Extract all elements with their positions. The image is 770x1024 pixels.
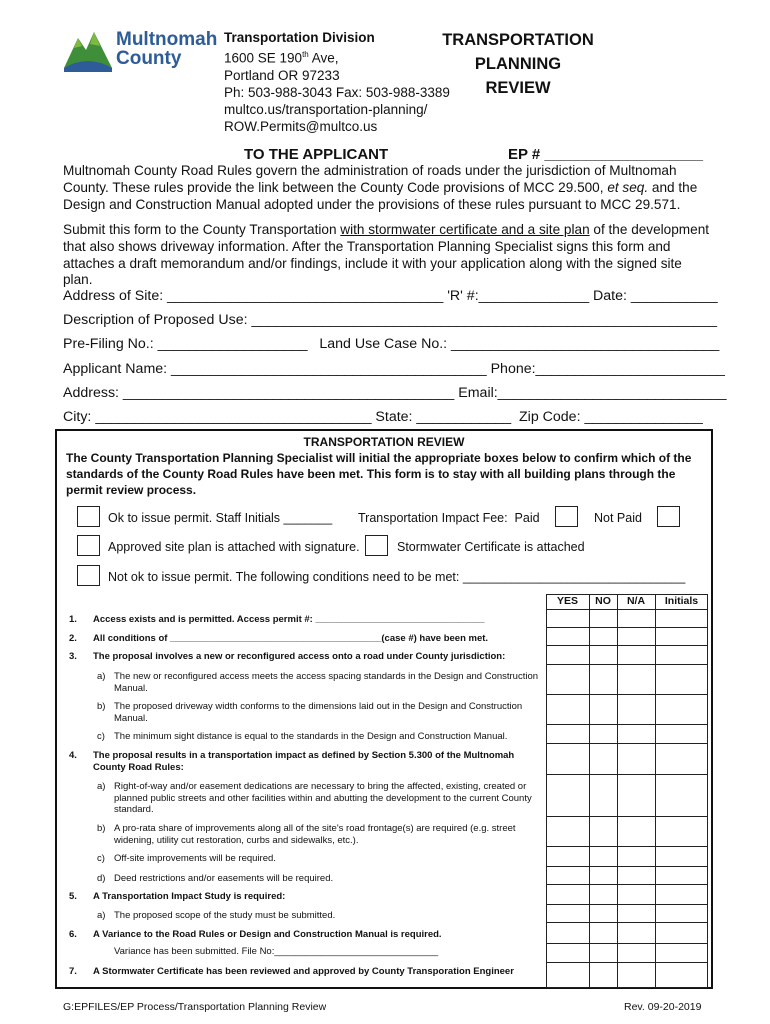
item-num: 2. [69, 633, 77, 644]
review-title: TRANSPORTATION REVIEW [303, 435, 465, 449]
proposed-use-field[interactable]: Description of Proposed Use: ___________________________________________________________ [63, 312, 718, 328]
mountain-logo-icon [62, 24, 114, 74]
grid-hline [546, 743, 708, 744]
item-text: Access exists and is permitted. Access permit #: ________________________________ [93, 614, 485, 625]
p2-b: of the development that also shows driveway information. After the Transportation Planning Specialist signs this form and attaches a draft memorandum and/or findings, include it with your application along with the signed site plan. [63, 222, 710, 288]
grid-vline [589, 594, 590, 988]
fee-not-paid-checkbox[interactable] [657, 506, 680, 527]
item-text: A Variance to the Road Rules or Design and Construction Manual is required. [93, 929, 442, 940]
item-num: 1. [69, 614, 77, 625]
logo-text-line1: Multnomah [116, 29, 218, 50]
p1-b: and the Design and Construction Manual adopted under the provisions of these rules pursuant to MCC 29.571. [63, 179, 698, 212]
sub-text: The minimum sight distance is equal to the standards in the Design and Construction Manual. [114, 731, 508, 742]
division-address [224, 29, 450, 135]
col-initials: Initials [664, 595, 699, 607]
phone-fax: Ph: 503-988-3043 Fax: 503-988-3389 [224, 84, 450, 100]
grid-hline [546, 962, 708, 963]
division-name: Transportation Division [224, 30, 375, 45]
grid-hline [546, 943, 708, 944]
street-b: Ave, [308, 50, 339, 66]
sub-letter: a) [97, 781, 106, 792]
site-plan-label: Approved site plan is attached with signature. [108, 540, 360, 554]
review-grid [546, 594, 708, 988]
item-text: The proposal results in a transportation impact as defined by Section 5.300 of the Multnomah County Road Rules: [93, 750, 515, 773]
site-plan-checkbox[interactable] [77, 535, 100, 556]
intro-paragraph-2 [63, 222, 711, 289]
not-ok-label: Not ok to issue permit. The following conditions need to be met: ________________________________ [108, 570, 686, 584]
intro-paragraph-1 [63, 163, 711, 213]
title-line1: TRANSPORTATION [442, 31, 594, 49]
stormwater-label: Stormwater Certificate is attached [397, 540, 585, 554]
sub-text: A pro-rata share of improvements along all of the site's road frontage(s) are required (e.g. street widening, utility cut restoration, curbs and sidewalks, etc.). [114, 823, 516, 846]
grid-hline [546, 816, 708, 817]
grid-hline [546, 987, 708, 988]
item-num: 3. [69, 651, 77, 662]
grid-vline [707, 594, 708, 988]
grid-hline [546, 664, 708, 665]
title-line3: REVIEW [485, 79, 551, 97]
sub-text: The proposed scope of the study must be submitted. [114, 910, 336, 921]
grid-hline [546, 645, 708, 646]
sub-letter: a) [97, 910, 106, 921]
street-sup: th [302, 50, 309, 59]
street-address [224, 46, 450, 67]
review-instructions: The County Transportation Planning Specialist will initial the appropriate boxes below to confirm which of the standards of the County Road Rules have been met. This form is to stay with all building plans through the permit review process. [66, 451, 692, 497]
p2-a: Submit this form to the County Transportation [63, 222, 341, 237]
site-address-field[interactable]: Address of Site: ___________________________________ 'R' #:______________ Date: ___________ [63, 288, 718, 304]
stormwater-checkbox[interactable] [365, 535, 388, 556]
address-email-field[interactable]: Address: __________________________________________ Email:_____________________________ [63, 385, 727, 401]
grid-hline [546, 884, 708, 885]
grid-hline [546, 774, 708, 775]
col-yes: YES [556, 595, 578, 607]
grid-hline [546, 866, 708, 867]
grid-hline [546, 694, 708, 695]
prefiling-landuse-field[interactable]: Pre-Filing No.: ___________________ Land Use Case No.: __________________________________ [63, 336, 720, 352]
p2-underlined: with stormwater certificate and a site plan [340, 222, 590, 237]
city-state-zip-field[interactable]: City: ___________________________________ State: ____________ Zip Code: _______________ [63, 409, 703, 425]
footer-file-path: G:EPFILES/EP Process/Transportation Planning Review [63, 1001, 327, 1013]
logo-wordmark [116, 30, 217, 68]
item-text: All conditions of ________________________________________(case #) have been met. [93, 633, 489, 644]
item-num: 7. [69, 966, 77, 977]
ok-to-issue-checkbox[interactable] [77, 506, 100, 527]
sub-text: Variance has been submitted. File No:_______________________________ [114, 946, 439, 957]
ep-number-field[interactable]: EP # ___________________ [508, 146, 703, 163]
grid-vline [655, 594, 656, 988]
sub-letter: c) [97, 853, 105, 864]
sub-letter: b) [97, 701, 106, 712]
p1-em: et seq. [607, 179, 649, 195]
item-text: A Transportation Impact Study is required: [93, 891, 286, 902]
item-text: A Stormwater Certificate has been reviewed and approved by County Transporation Engineer [93, 966, 514, 977]
grid-hline [546, 922, 708, 923]
county-logo [62, 24, 218, 74]
grid-hline [546, 846, 708, 847]
item-num: 6. [69, 929, 77, 940]
impact-fee-label: Transportation Impact Fee: Paid [358, 511, 540, 525]
grid-hline [546, 627, 708, 628]
not-ok-checkbox[interactable] [77, 565, 100, 586]
grid-hline [546, 594, 708, 595]
sub-letter: a) [97, 671, 106, 682]
grid-hline [546, 724, 708, 725]
sub-text: The proposed driveway width conforms to the dimensions laid out in the Design and Construction Manual. [114, 701, 523, 724]
footer-revision: Rev. 09-20-2019 [624, 1001, 702, 1013]
p1-a: Multnomah County Road Rules govern the administration of roads under the jurisdiction of Multnomah County. These rules provide the link between the County Code provisions of MCC 29.500, [63, 163, 677, 195]
sub-letter: c) [97, 731, 105, 742]
ok-to-issue-label: Ok to issue permit. Staff Initials _______ [108, 511, 333, 525]
to-applicant-heading: TO THE APPLICANT [244, 146, 389, 163]
form-title [418, 28, 618, 100]
title-line2: PLANNING [474, 55, 562, 73]
applicant-phone-field[interactable]: Applicant Name: ________________________________________ Phone:________________________ [63, 361, 725, 377]
sub-text: Deed restrictions and/or easements will be required. [114, 873, 334, 884]
grid-hline [546, 904, 708, 905]
grid-vline [546, 594, 547, 988]
sub-text: Right-of-way and/or easement dedications are necessary to bring the affected, existing, created or planned public streets and other facilities within and abutting the development to the current County standard. [114, 781, 532, 815]
sub-text: The new or reconfigured access meets the access spacing standards in the Design and Construction Manual. [114, 671, 539, 694]
grid-hline [546, 609, 708, 610]
logo-text-line2: County [116, 48, 182, 69]
item-num: 5. [69, 891, 77, 902]
item-text: The proposal involves a new or reconfigured access onto a road under County jurisdiction: [93, 651, 506, 662]
grid-vline [617, 594, 618, 988]
email-link[interactable]: ROW.Permits@multco.us [224, 118, 378, 134]
item-num: 4. [69, 750, 77, 761]
not-paid-label: Not Paid [594, 511, 642, 525]
street-a: 1600 SE 190 [224, 50, 303, 66]
fee-paid-checkbox[interactable] [555, 506, 578, 527]
sub-letter: d) [97, 873, 106, 884]
col-no: NO [595, 595, 611, 607]
city-address: Portland OR 97233 [224, 67, 340, 83]
sub-letter: b) [97, 823, 106, 834]
website-link[interactable]: multco.us/transportation-planning/ [224, 101, 428, 117]
sub-text: Off-site improvements will be required. [114, 853, 276, 864]
col-na: N/A [626, 595, 646, 607]
